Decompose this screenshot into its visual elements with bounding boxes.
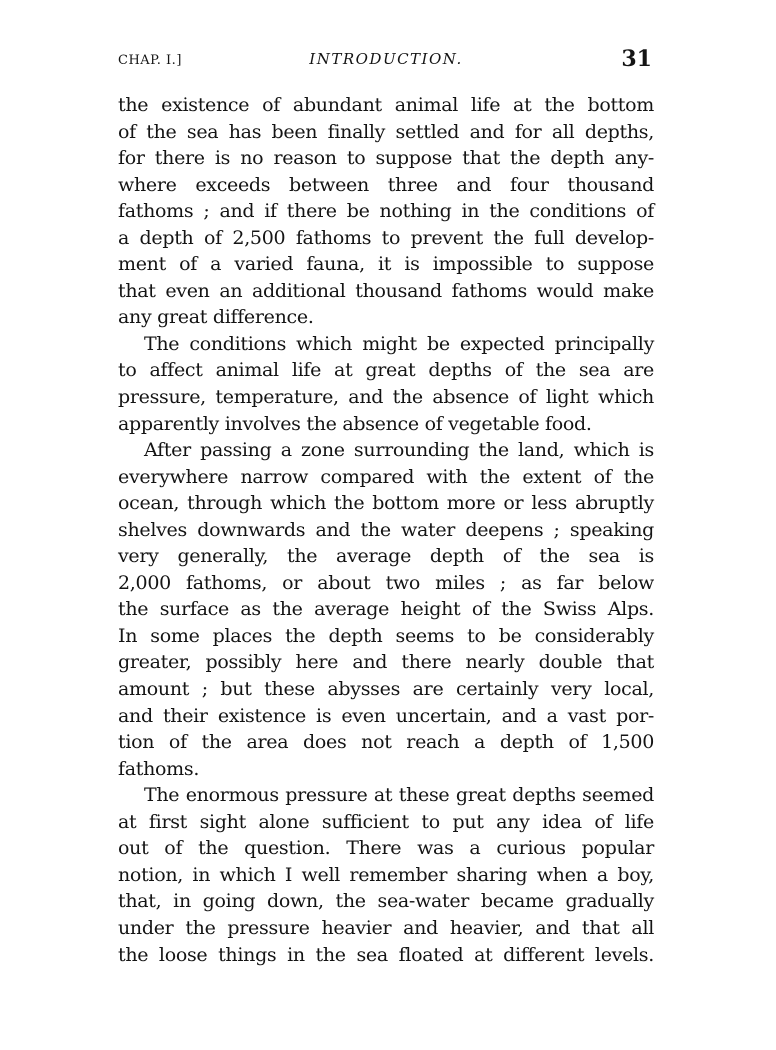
text-line: fathoms ; and if there be nothing in the conditions of — [118, 200, 654, 223]
text-line: The enormous pressure at these great depths seemed — [144, 784, 654, 807]
paragraph-1 — [118, 92, 654, 331]
running-head — [118, 44, 654, 78]
text-line: at first sight alone sufficient to put any idea of life — [118, 810, 654, 833]
text-line: of the sea has been finally settled and for all depths, — [118, 120, 654, 143]
text-line: any great difference. — [118, 306, 314, 329]
text-line: shelves downwards and the water deepens ; speaking — [118, 518, 654, 541]
text-line: apparently involves the absence of vegetable food. — [118, 412, 592, 435]
text-line: and their existence is even uncertain, and a vast por- — [118, 704, 654, 727]
text-line: The conditions which might be expected principally — [144, 332, 654, 355]
text-line: for there is no reason to suppose that the depth any- — [118, 147, 654, 170]
text-line: under the pressure heavier and heavier, and that all — [118, 916, 654, 939]
page-number: 31 — [621, 46, 652, 72]
text-line: out of the question. There was a curious popular — [118, 837, 654, 860]
text-line: that even an additional thousand fathoms would make — [118, 279, 654, 302]
body-text — [118, 92, 654, 968]
text-line: notion, in which I well remember sharing when a boy, — [118, 863, 654, 886]
running-title: INTRODUCTION. — [309, 50, 463, 68]
text-line: tion of the area does not reach a depth of 1,500 — [118, 731, 654, 754]
text-line: After passing a zone surrounding the land, which is — [144, 439, 654, 462]
text-line: ment of a varied fauna, it is impossible to suppose — [118, 253, 654, 276]
text-line: very generally, the average depth of the sea is — [118, 545, 654, 568]
chapter-label: CHAP. I.] — [118, 53, 182, 68]
text-line: to affect animal life at great depths of the sea are — [118, 359, 654, 382]
text-line: everywhere narrow compared with the extent of the — [118, 465, 654, 488]
text-line: the surface as the average height of the Swiss Alps. — [118, 598, 654, 621]
text-line: that, in going down, the sea-water became gradually — [118, 890, 654, 913]
paragraph-3 — [118, 437, 654, 782]
paragraph-2 — [118, 331, 654, 437]
text-line: where exceeds between three and four thousand — [118, 173, 654, 196]
text-line: ocean, through which the bottom more or less abruptly — [118, 492, 654, 515]
text-line: amount ; but these abysses are certainly very local, — [118, 678, 654, 701]
text-line: In some places the depth seems to be considerably — [118, 624, 654, 647]
text-line: 2,000 fathoms, or about two miles ; as far below — [118, 571, 654, 594]
text-line: pressure, temperature, and the absence of light which — [118, 386, 654, 409]
text-line: fathoms. — [118, 757, 200, 780]
paragraph-4 — [118, 782, 654, 968]
text-line: a depth of 2,500 fathoms to prevent the full develop- — [118, 226, 654, 249]
text-line: greater, possibly here and there nearly double that — [118, 651, 654, 674]
text-line: the existence of abundant animal life at the bottom — [118, 94, 654, 116]
book-page — [118, 44, 654, 968]
text-line: the loose things in the sea floated at different levels. — [118, 943, 654, 966]
